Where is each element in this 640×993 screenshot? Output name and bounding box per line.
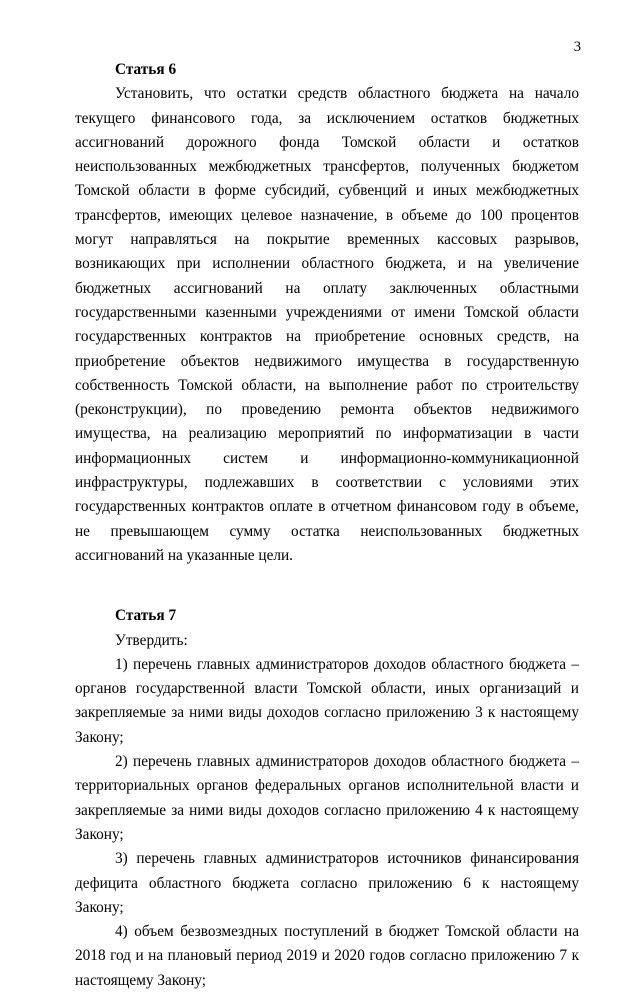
article-7-intro: Утвердить: xyxy=(115,631,188,649)
article-7-item-3: 3) перечень главных администраторов источников финансирования дефицита областного бюджета согласно приложению 6 к настоящему Закону; xyxy=(75,850,579,916)
article-7-heading: Статья 7 xyxy=(115,607,177,625)
page-number: 3 xyxy=(573,39,581,55)
article-7-item-1: 1) перечень главных администраторов доходов областного бюджета – органов государственной власти Томской области, иных организаций и закрепляемые за ними виды доходов согласно приложению 3 к настоящему Закону; xyxy=(75,655,579,746)
document-body xyxy=(75,58,579,993)
article-7-item-2: 2) перечень главных администраторов доходов областного бюджета – территориальных органов федеральных органов исполнительной власти и закрепляемые за ними виды доходов согласно приложению 4 к настоящему Закону; xyxy=(75,753,579,843)
article-7-item-4: 4) объем безвозмездных поступлений в бюджет Томской области на 2018 год и на плановый период 2019 и 2020 годов согласно приложению 7 к настоящему Закону; xyxy=(75,923,579,989)
section-gap xyxy=(75,568,579,604)
article-6-heading: Статья 6 xyxy=(115,61,177,78)
article-6-paragraph: Установить, что остатки средств областного бюджета на начало текущего финансового года, за исключением остатков бюджетных ассигнований дорожного фонда Томской области и остатков неиспользованных межбюджетных трансфертов, полученных бюджетом Томской области в форме субсидий, субвенций и иных межбюджетных трансфертов, имеющих целевое назначение, в объеме до 100 процентов могут направляться на покрытие временных кассовых разрывов, возникающих при исполнении областного бюджета, и на увеличение бюджетных ассигнований на оплату заключенных областными государственными казенными учреждениями от имени Томской области государственных контрактов на приобретение основных средств, на приобретение объектов недвижимого имущества в государственную собственность Томской области, на выполнение работ по строительству (реконструкции), по проведению ремонта объектов недвижимого имущества, на реализацию мероприятий по информатизации в части информационных систем и информационно-коммуникационной инфраструктуры, подлежавших в соответствии с условиями этих государственных контрактов оплате в отчетном финансовом году в объеме, не превышающем сумму остатка неиспользованных бюджетных ассигнований на указанные цели. xyxy=(75,85,579,564)
